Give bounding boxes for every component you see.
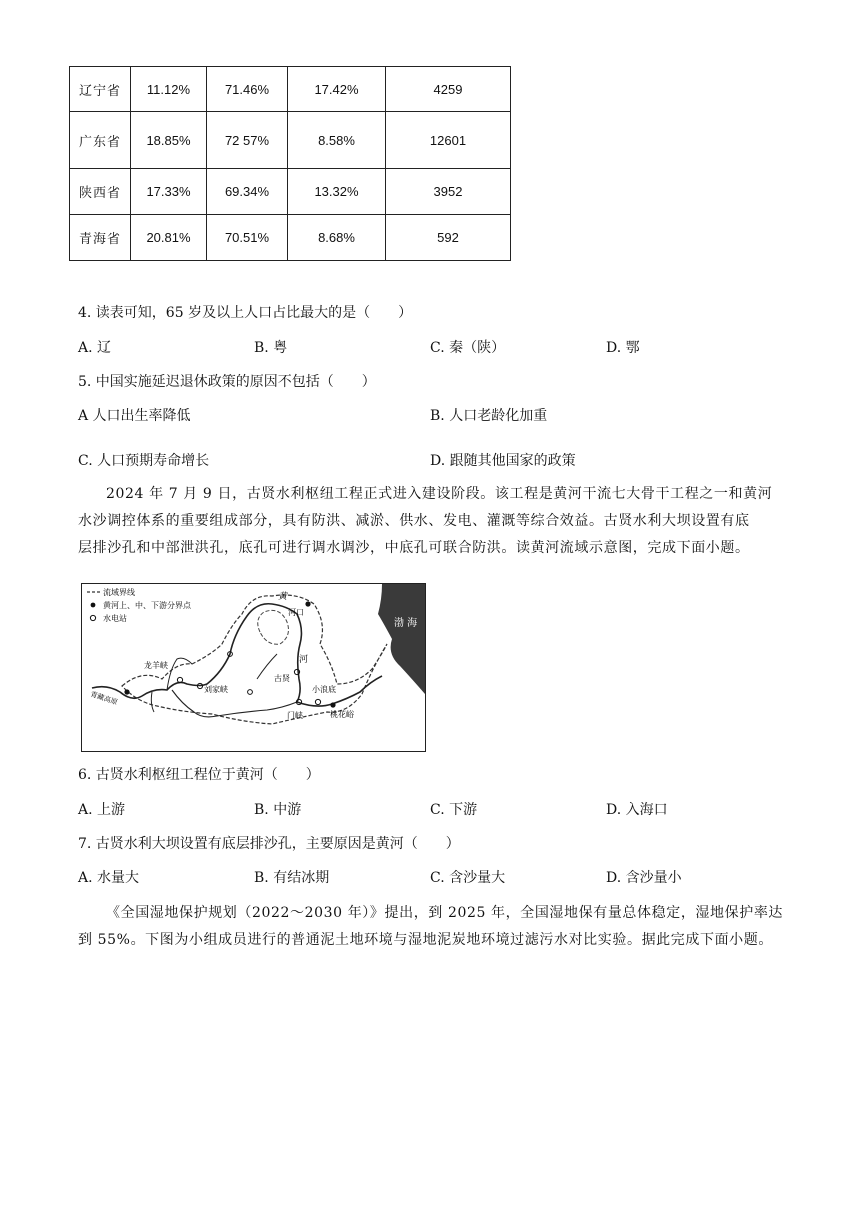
q5-option-d[interactable]: D. 跟随其他国家的政策 xyxy=(430,453,576,469)
hekou-point xyxy=(305,601,310,606)
table-row xyxy=(70,169,511,215)
table-cell: 70.51% xyxy=(207,215,288,261)
table-cell: 71.46% xyxy=(207,67,288,112)
basin-boundary xyxy=(122,595,387,724)
label-taohuayu: 桃花峪 xyxy=(330,710,354,719)
q6-option-a[interactable]: A. 上游 xyxy=(78,802,126,818)
province-cell: 青海省 xyxy=(70,215,131,261)
passage-line: 2024 年 7 月 9 日，古贤水利枢纽工程正式进入建设阶段。该工程是黄河干流七大骨干工程之一和黄河 xyxy=(106,486,773,502)
table-cell: 592 xyxy=(386,215,511,261)
inner-basin xyxy=(258,610,289,644)
label-huang: 黄 xyxy=(278,592,288,602)
label-source: 青藏高原 xyxy=(89,690,119,707)
source-point xyxy=(124,689,129,694)
taohuayu-point xyxy=(330,702,335,707)
question-5-stem: 5. 中国实施延迟退休政策的原因不包括（ ） xyxy=(78,374,376,390)
passage-line: 水沙调控体系的重要组成部分，具有防洪、减淤、供水、发电、灌溉等综合效益。古贤水利大坝设置有底 xyxy=(78,513,750,529)
population-table xyxy=(69,66,511,261)
q4-option-c[interactable]: C. 秦（陕） xyxy=(430,340,506,356)
legend-boundary-label: 流域界线 xyxy=(103,588,135,597)
label-bohai: 渤 海 xyxy=(394,618,418,629)
label-longyangxia: 龙羊峡 xyxy=(144,661,168,670)
table-cell: 17.42% xyxy=(288,67,386,112)
yellow-river-basin-map xyxy=(81,583,426,752)
xiaolangdi-station-icon xyxy=(315,699,320,704)
q7-option-c[interactable]: C. 含沙量大 xyxy=(430,870,506,886)
table-cell: 20.81% xyxy=(131,215,207,261)
label-hekou: 河口 xyxy=(288,608,304,617)
q6-option-c[interactable]: C. 下游 xyxy=(430,802,478,818)
table-row xyxy=(70,112,511,169)
legend-division-label: 黄河上、中、下游分界点 xyxy=(103,601,191,610)
question-6-stem: 6. 古贤水利枢纽工程位于黄河（ ） xyxy=(78,767,320,783)
sea-area xyxy=(378,584,425,694)
table-cell: 69.34% xyxy=(207,169,288,215)
q4-option-d[interactable]: D. 鄂 xyxy=(606,340,640,356)
q6-option-d[interactable]: D. 入海口 xyxy=(606,802,668,818)
yellow-river-line xyxy=(92,604,382,706)
question-7-stem: 7. 古贤水利大坝设置有底层排沙孔，主要原因是黄河（ ） xyxy=(78,836,460,852)
table-cell: 4259 xyxy=(386,67,511,112)
station-icon xyxy=(248,690,253,695)
table-cell: 8.58% xyxy=(288,112,386,169)
tributary-wei xyxy=(172,690,297,717)
label-liujiaxia: 刘家峡 xyxy=(204,685,228,694)
table-cell: 13.32% xyxy=(288,169,386,215)
province-cell: 广东省 xyxy=(70,112,131,169)
tributary-huang-shui xyxy=(151,692,154,712)
q7-option-d[interactable]: D. 含沙量小 xyxy=(606,870,682,886)
legend-hydropower-label: 水电站 xyxy=(103,614,127,623)
label-xiaolangdi: 小浪底 xyxy=(312,685,336,694)
label-sanmenxia: 门峡 xyxy=(287,711,303,720)
q7-option-a[interactable]: A. 水量大 xyxy=(78,870,140,886)
table-cell: 72 57% xyxy=(207,112,288,169)
q5-option-b[interactable]: B. 人口老龄化加重 xyxy=(430,408,548,424)
legend-hydropower-icon xyxy=(90,615,95,620)
q4-option-b[interactable]: B. 粤 xyxy=(254,340,288,356)
passage-wetland xyxy=(78,900,784,954)
table-cell: 8.68% xyxy=(288,215,386,261)
table-cell: 12601 xyxy=(386,112,511,169)
q5-option-a[interactable]: A 人口出生率降低 xyxy=(78,408,191,424)
passage-line: 层排沙孔和中部泄洪孔，底孔可进行调水调沙，中底孔可联合防洪。读黄河流域示意图，完成下面小题。 xyxy=(78,540,750,556)
passage-yellow-river xyxy=(78,481,778,562)
passage-line: 《全国湿地保护规划（2022～2030 年）》提出，到 2025 年，全国湿地保有量总体稳定，湿地保护率达 xyxy=(106,905,784,921)
label-he: 河 xyxy=(299,655,309,665)
legend-division-dot-icon xyxy=(91,603,96,608)
province-cell: 陕西省 xyxy=(70,169,131,215)
table-row xyxy=(70,215,511,261)
province-cell: 辽宁省 xyxy=(70,67,131,112)
passage-line: 到 55%。下图为小组成员进行的普通泥土地环境与湿地泥炭地环境过滤污水对比实验。据此完成下面小题。 xyxy=(78,932,773,948)
question-4-stem: 4. 读表可知，65 岁及以上人口占比最大的是（ ） xyxy=(78,305,413,321)
q6-option-b[interactable]: B. 中游 xyxy=(254,802,302,818)
label-guxian: 古贤 xyxy=(274,674,290,683)
table-cell: 18.85% xyxy=(131,112,207,169)
table-row xyxy=(70,67,511,112)
table-cell: 11.12% xyxy=(131,67,207,112)
q5-option-c[interactable]: C. 人口预期寿命增长 xyxy=(78,453,210,469)
q7-option-b[interactable]: B. 有结冰期 xyxy=(254,870,330,886)
table-cell: 17.33% xyxy=(131,169,207,215)
q4-option-a[interactable]: A. 辽 xyxy=(78,340,112,356)
table-cell: 3952 xyxy=(386,169,511,215)
tributary-tao xyxy=(167,658,192,690)
